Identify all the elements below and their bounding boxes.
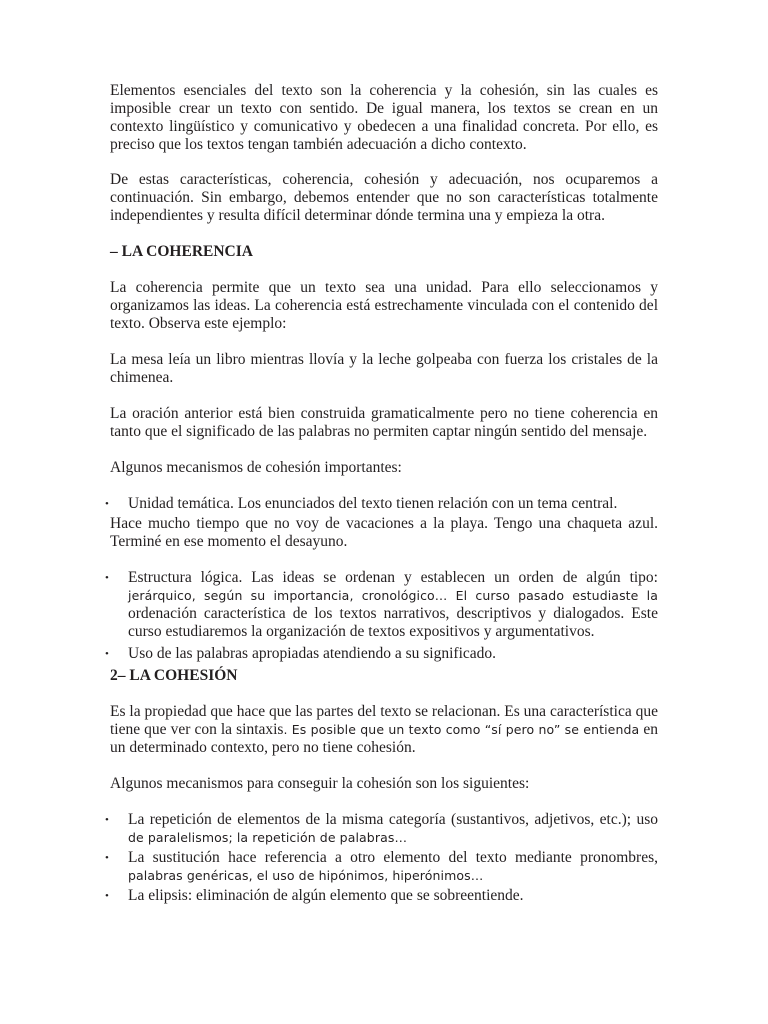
list-item xyxy=(105,887,658,905)
bullet-icon: • xyxy=(105,890,109,902)
list-item-text: La repetición de elementos de la misma categoría (sustantivos, adjetivos, etc.); uso xyxy=(128,811,658,828)
unidad-tematica-example: Hace mucho tiempo que no voy de vacaciones a la playa. Tengo una chaqueta azul. Terminé en ese momento el desayuno. xyxy=(110,515,658,550)
list-item xyxy=(105,849,658,885)
cohesion-paragraph-example: . Es posible que un texto como “sí pero no” se entienda xyxy=(283,722,640,737)
list-item xyxy=(105,569,658,641)
list-item-example-text: de paralelismos; la repetición de palabras… xyxy=(128,830,408,845)
cohesion-list xyxy=(105,811,658,905)
bullet-icon: • xyxy=(105,648,109,660)
list-item-text: Uso de las palabras apropiadas atendiendo a su significado. xyxy=(128,645,497,662)
list-item-text: La elipsis: eliminación de algún elemento que se sobreentiende. xyxy=(128,887,524,904)
coherencia-mechanisms-intro: Algunos mecanismos de cohesión importantes: xyxy=(110,459,402,476)
cohesion-paragraph-text: Es la propiedad que hace que las partes del texto se relacionan. Es una característica que tiene que ver con la sintaxis xyxy=(110,703,658,738)
list-item-text: Unidad temática. Los enunciados del texto tienen relación con un tema central. xyxy=(128,495,618,512)
coherencia-list-2 xyxy=(105,569,658,663)
coherencia-list-1 xyxy=(105,495,658,513)
coherencia-heading: – LA COHERENCIA xyxy=(110,243,253,260)
list-item-text: La sustitución hace referencia a otro elemento del texto mediante pronombres, xyxy=(128,849,658,866)
bullet-icon: • xyxy=(105,572,109,584)
coherencia-example: La mesa leía un libro mientras llovía y la leche golpeaba con fuerza los cristales de la chimenea. xyxy=(110,351,658,386)
intro-paragraph-1: Elementos esenciales del texto son la coherencia y la cohesión, sin las cuales es imposible crear un texto con sentido. De igual manera, los textos se crean en un contexto lingüístico y comunicativo y obedecen a una finalidad concreta. Por ello, es preciso que los textos tengan también adecuación a dicho contexto. xyxy=(110,82,658,153)
list-item-text: Estructura lógica. Las ideas se ordenan y establecen un orden de algún tipo: xyxy=(128,569,658,586)
document-page xyxy=(105,82,658,905)
list-item-example-text: jerárquico, según su importancia, cronológico… El curso pasado estudiaste la xyxy=(128,588,658,603)
bullet-icon: • xyxy=(105,498,109,510)
cohesion-mechanisms-intro: Algunos mecanismos para conseguir la cohesión son los siguientes: xyxy=(110,775,530,792)
cohesion-paragraph-1 xyxy=(110,703,658,757)
cohesion-heading: 2– LA COHESIÓN xyxy=(110,667,238,684)
list-item xyxy=(105,495,658,513)
intro-paragraph-2: De estas características, coherencia, cohesión y adecuación, nos ocuparemos a continuación. Sin embargo, debemos entender que no son características totalmente independientes y resulta difícil determinar dónde termina una y empieza la otra. xyxy=(110,171,658,224)
bullet-icon: • xyxy=(105,814,109,826)
coherencia-paragraph-2: La oración anterior está bien construida gramaticalmente pero no tiene coherencia en tanto que el significado de las palabras no permiten captar ningún sentido del mensaje. xyxy=(110,405,658,440)
list-item-text-continued: ordenación característica de los textos narrativos, descriptivos y dialogados. Este curso estudiaremos la organización de textos expositivos y argumentativos. xyxy=(128,605,658,640)
cohesion-paragraph-text-continued: en un determinado contexto, pero no tiene cohesión. xyxy=(110,721,658,756)
coherencia-paragraph-1: La coherencia permite que un texto sea una unidad. Para ello seleccionamos y organizamos las ideas. La coherencia está estrechamente vinculada con el contenido del texto. Observa este ejemplo: xyxy=(110,279,658,332)
list-item xyxy=(105,811,658,847)
bullet-icon: • xyxy=(105,852,109,864)
list-item xyxy=(105,645,658,663)
list-item-example-text: palabras genéricas, el uso de hipónimos, hiperónimos… xyxy=(128,868,484,883)
